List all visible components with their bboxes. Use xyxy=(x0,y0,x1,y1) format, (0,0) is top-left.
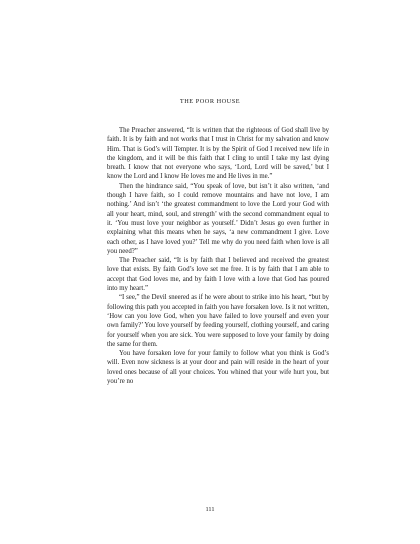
running-head: THE POOR HOUSE xyxy=(179,98,241,105)
body-text xyxy=(107,126,329,386)
paragraph: You have forsaken love for your family to follow what you think is God’s will. Even now sickness is at your door and pain will reside in the heart of your loved ones because of all your choices. You whined that your wife hurt you, but you’re no xyxy=(107,350,329,386)
paragraph: “I see,” the Devil sneered as if he were about to strike into his heart, “but by following this path you accepted in faith you have forsaken love. Is it not written, ‘How can you love God, when you have failed to love yourself and even your own family?’ You love yourself by feeding yourself, clothing yourself, and caring for yourself when you are sick. You were supposed to love your family by doing the same for them. xyxy=(107,294,329,348)
paragraph: The Preacher answered, “It is written that the righteous of God shall live by faith. It is by faith and not works that I trust in Christ for my salvation and know Him. That is God’s will Tempter. It is by the Spirit of God I received new life in the kingdom, and it will be this faith that I cling to until I take my last dying breath. I know that not everyone who says, ‘Lord, Lord will be saved,’ but I know the Lord and I know He loves me and He lives in me.” xyxy=(107,127,329,181)
page-number: 111 xyxy=(205,506,215,513)
paragraph: Then the hindrance said, “You speak of love, but isn’t it also written, ‘and though I have faith, so I could remove mountains and have not love, I am nothing.’ And isn’t ‘the greatest commandment to love the Lord your God with all your heart, mind, soul, and strength’ with the second commandment equal to it. ‘You must love your neighbor as yourself.’ Didn’t Jesus go even further in explaining what this means when he says, ‘a new commandment I give. Love each other, as I have loved you?’ Tell me why do you need faith when love is all you need?” xyxy=(107,182,329,255)
paragraph: The Preacher said, “It is by faith that I believed and received the greatest love that exists. By faith God’s love set me free. It is by faith that I am able to accept that God loves me, and by faith I love with a love that God has poured into my heart.” xyxy=(107,257,329,293)
